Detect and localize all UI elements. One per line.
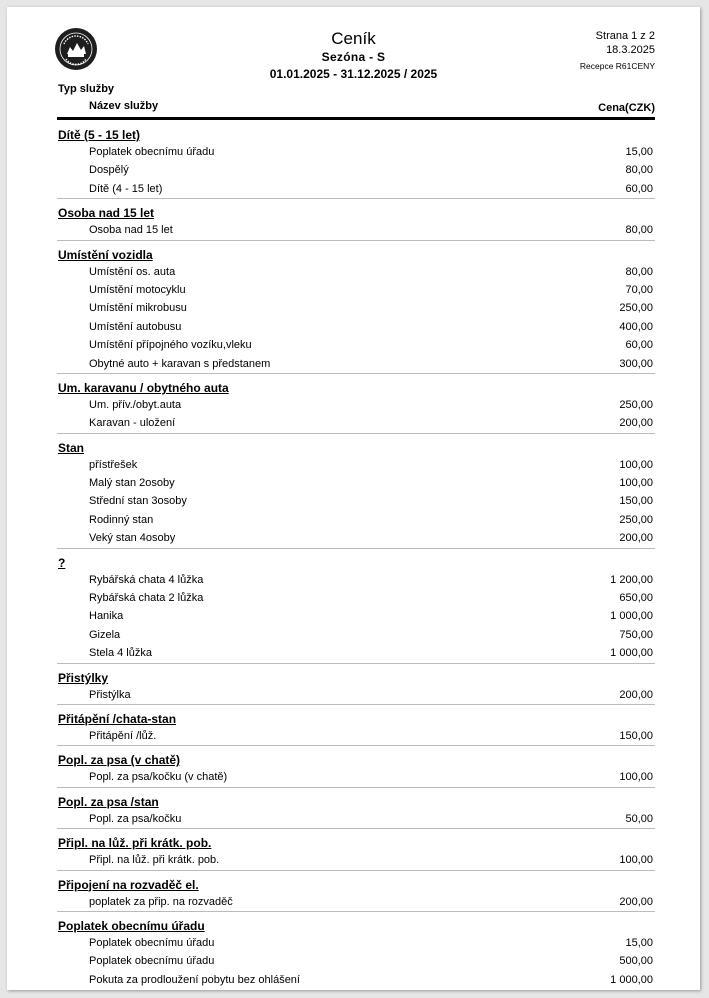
price-row [57, 336, 655, 354]
price-row [57, 893, 655, 911]
price-row [57, 952, 655, 970]
service-name: přístřešek [89, 458, 138, 471]
price-row [57, 318, 655, 336]
price-row [57, 355, 655, 373]
price-row [57, 456, 655, 474]
category-heading: Popl. za psa /stan [57, 787, 655, 810]
service-price: 1 000,00 [610, 973, 653, 986]
category-heading: Připojení na rozvaděč el. [57, 870, 655, 893]
service-price: 100,00 [619, 854, 653, 867]
service-price: 150,00 [619, 495, 653, 508]
service-name: Hanika [89, 610, 124, 623]
category-heading: Um. karavanu / obytného auta [57, 373, 655, 396]
service-name: Gizela [89, 628, 121, 641]
service-name: Rodinný stan [89, 513, 154, 526]
price-row [57, 626, 655, 644]
price-row [57, 299, 655, 317]
service-name: poplatek za přip. na rozvaděč [89, 895, 233, 908]
service-price: 80,00 [625, 265, 653, 278]
service-price: 200,00 [619, 688, 653, 701]
service-name: Stela 4 lůžka [89, 647, 152, 660]
category-heading: Poplatek obecnímu úřadu [57, 911, 655, 934]
price-row [57, 851, 655, 869]
service-price: 500,00 [619, 955, 653, 968]
service-name: Střední stan 3osoby [89, 495, 187, 508]
price-row [57, 810, 655, 828]
service-name: Umístění autobusu [89, 320, 182, 333]
service-name: Pokuta za prodloužení pobytu bez ohlášení [89, 973, 300, 986]
category-heading: Stan [57, 433, 655, 456]
service-price: 80,00 [625, 164, 653, 177]
service-price: 60,00 [625, 182, 653, 195]
service-price: 200,00 [619, 895, 653, 908]
season-label: Sezóna - S [321, 50, 386, 64]
service-price: 400,00 [619, 320, 653, 333]
price-row [57, 727, 655, 745]
price-row [57, 511, 655, 529]
service-price: 300,00 [619, 357, 653, 370]
service-price: 250,00 [619, 398, 653, 411]
service-name: Přitápění /lůž. [89, 729, 157, 742]
price-row [57, 589, 655, 607]
category-heading: Umístění vozidla [57, 240, 655, 263]
service-price: 1 000,00 [610, 610, 653, 623]
price-list-page [7, 7, 700, 990]
price-row [57, 686, 655, 704]
price-row [57, 644, 655, 662]
service-price: 15,00 [625, 936, 653, 949]
price-list [57, 121, 655, 989]
price-row [57, 529, 655, 547]
service-name: Umístění motocyklu [89, 283, 186, 296]
service-price: 250,00 [619, 302, 653, 315]
service-name: Dítě (4 - 15 let) [89, 182, 163, 195]
service-price: 70,00 [625, 283, 653, 296]
service-name: Poplatek obecnímu úřadu [89, 955, 215, 968]
category-heading: Osoba nad 15 let [57, 198, 655, 221]
service-price: 200,00 [619, 417, 653, 430]
price-row [57, 180, 655, 198]
service-price: 200,00 [619, 532, 653, 545]
price-row [57, 934, 655, 952]
service-price: 15,00 [625, 146, 653, 158]
service-price: 50,00 [625, 812, 653, 825]
service-name: Popl. za psa/kočku [89, 812, 182, 825]
price-row [57, 221, 655, 239]
service-name: Malý stan 2osoby [89, 477, 175, 490]
service-name: Umístění os. auta [89, 265, 176, 278]
service-name: Poplatek obecnímu úřadu [89, 936, 215, 949]
price-row [57, 281, 655, 299]
service-name: Popl. za psa/kočku (v chatě) [89, 771, 228, 784]
service-price: 650,00 [619, 592, 653, 605]
price-row [57, 396, 655, 414]
document-title: Ceník [331, 29, 376, 48]
category-heading: Dítě (5 - 15 let) [58, 128, 141, 142]
category-heading: Připl. na lůž. při krátk. pob. [57, 828, 655, 851]
service-name: Karavan - uložení [89, 417, 176, 430]
price-row [57, 768, 655, 786]
service-name: Osoba nad 15 let [89, 224, 173, 237]
page-number: Strana 1 z 2 [595, 30, 655, 42]
category-heading: Přitápění /chata-stan [57, 704, 655, 727]
price-row [57, 414, 655, 432]
service-price: 750,00 [619, 628, 653, 641]
service-name: Veký stan 4osoby [89, 532, 176, 545]
price-row [57, 607, 655, 625]
service-name: Um. přív./obyt.auta [89, 398, 182, 411]
service-price: 100,00 [619, 458, 653, 471]
service-price: 60,00 [625, 339, 653, 352]
service-name: Přistýlka [89, 688, 131, 701]
column-header-type: Typ služby [58, 83, 115, 95]
service-name: Umístění mikrobusu [89, 302, 187, 315]
print-date: 18.3.2025 [606, 44, 655, 56]
service-name: Umístění přípojného vozíku,vleku [89, 339, 252, 352]
category-heading: Přistýlky [57, 663, 655, 686]
service-name: Poplatek obecnímu úřadu [89, 146, 215, 158]
price-row [57, 971, 655, 989]
category-heading: Popl. za psa (v chatě) [57, 745, 655, 768]
service-name: Rybářská chata 2 lůžka [89, 592, 204, 605]
price-row [57, 474, 655, 492]
price-row [57, 492, 655, 510]
price-row [57, 263, 655, 281]
service-price: 150,00 [619, 729, 653, 742]
service-name: Rybářská chata 4 lůžka [89, 573, 204, 586]
service-price: 250,00 [619, 513, 653, 526]
header-divider [57, 117, 655, 120]
price-row [57, 571, 655, 589]
service-price: 1 000,00 [610, 647, 653, 660]
service-price: 1 200,00 [610, 573, 653, 586]
price-row [57, 143, 655, 161]
column-header-name: Název služby [89, 100, 159, 112]
report-code: Recepce R61CENY [579, 61, 655, 71]
category-heading: ? [57, 548, 655, 571]
service-price: 100,00 [619, 477, 653, 490]
column-header-price: Cena(CZK) [598, 102, 655, 114]
service-name: Dospělý [89, 164, 129, 177]
service-name: Připl. na lůž. při krátk. pob. [89, 854, 220, 867]
price-row [57, 161, 655, 179]
service-price: 100,00 [619, 771, 653, 784]
service-price: 80,00 [625, 224, 653, 237]
service-name: Obytné auto + karavan s předstanem [89, 357, 271, 370]
period-label: 01.01.2025 - 31.12.2025 / 2025 [269, 67, 438, 81]
